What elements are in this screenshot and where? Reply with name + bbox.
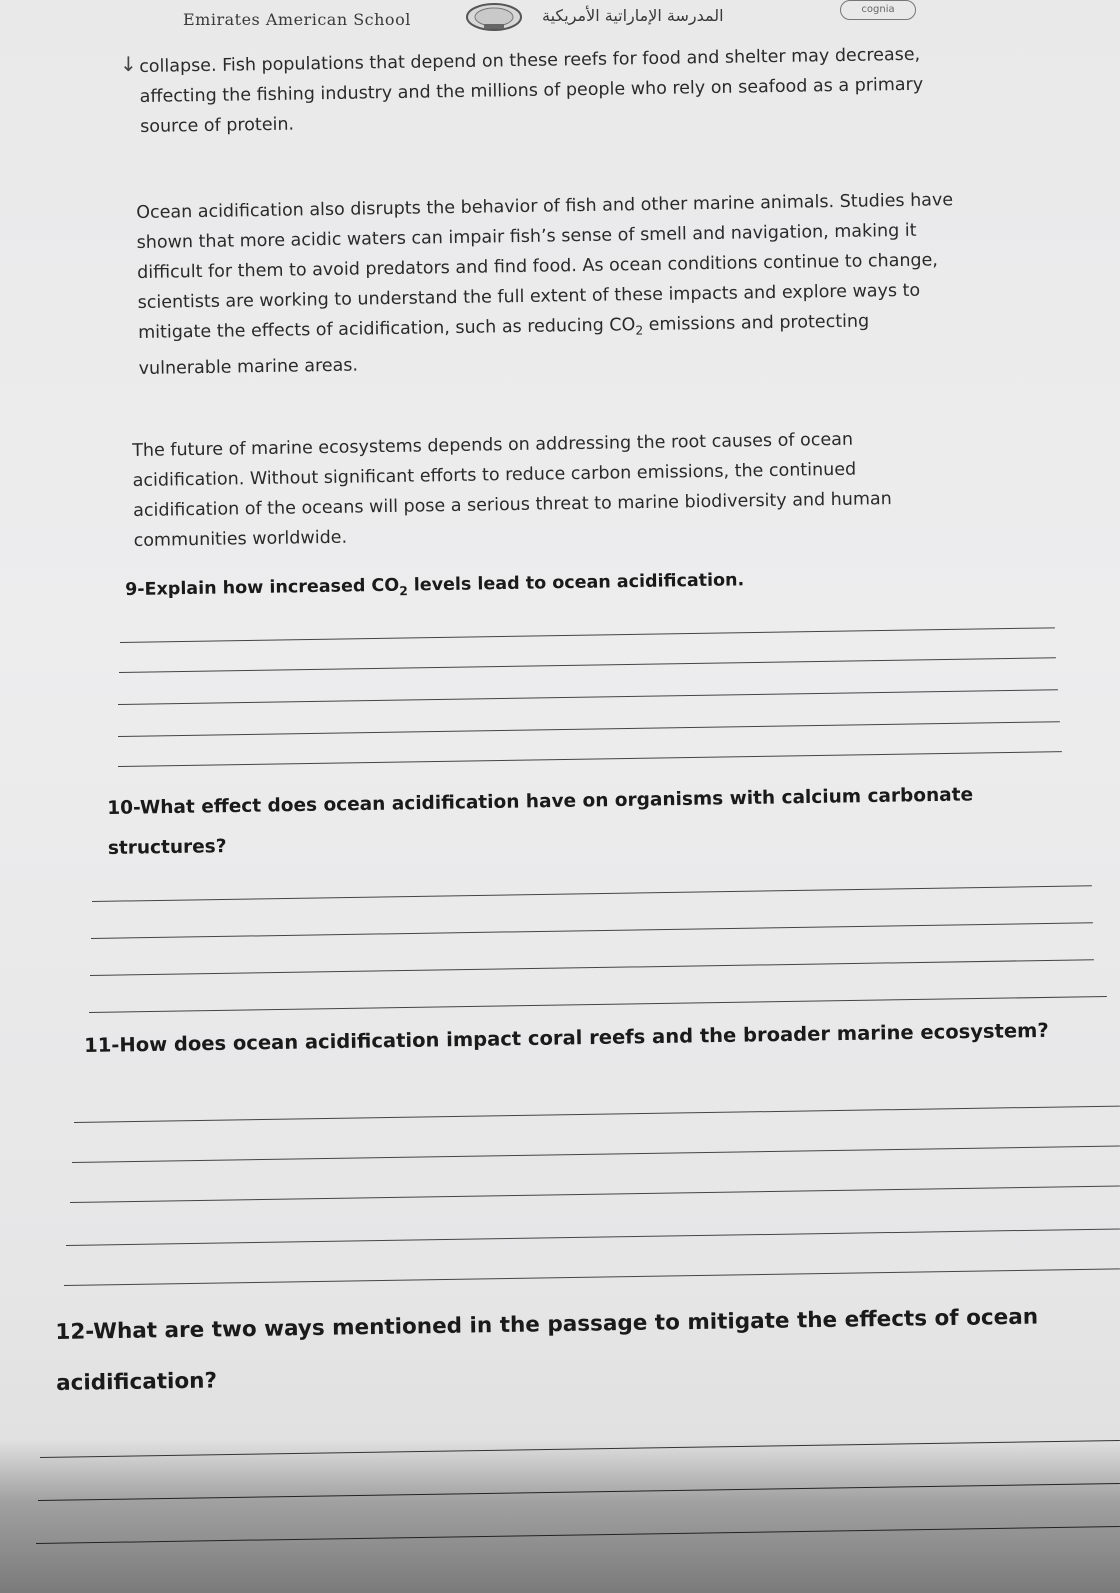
pen-mark: ↓ [120, 52, 137, 76]
passage-line-co2: mitigate the effects of acidification, such as reducing $CO_2$ emissions and protecting [137, 311, 870, 343]
school-name-arabic: المدرسة الإماراتية الأمريكية [542, 6, 724, 25]
photo-shadow [0, 1440, 1120, 1593]
passage-paragraph-2 [136, 185, 956, 383]
answer-line-q11-2[interactable] [72, 1146, 1120, 1163]
answer-line-q9-1[interactable] [120, 627, 1055, 643]
question-11: 11-How does ocean acidification impact coral reefs and the broader marine ecosystem? [84, 1018, 1049, 1057]
answer-line-q10-1[interactable] [92, 885, 1092, 902]
passage-paragraph-1 [139, 40, 924, 142]
question-9: 9-Explain how increased $CO_2$ levels lead to ocean acidification. [125, 570, 745, 600]
passage-line: Ocean acidification also disrupts the behavior of fish and other marine animals. Studies have [136, 190, 954, 223]
accreditation-badge: cognia [840, 0, 916, 20]
answer-line-q9-5[interactable] [118, 751, 1062, 767]
answer-line-q9-4[interactable] [118, 721, 1060, 737]
passage-line: source of protein. [140, 114, 295, 137]
answer-line-q9-3[interactable] [118, 689, 1058, 705]
answer-line-q11-1[interactable] [74, 1106, 1120, 1123]
answer-line-q11-3[interactable] [70, 1186, 1120, 1203]
passage-line: difficult for them to avoid predators and find food. As ocean conditions continue to change, [137, 250, 939, 283]
page-header [0, 0, 1120, 40]
answer-line-q9-2[interactable] [119, 657, 1056, 673]
passage-line: vulnerable marine areas. [138, 355, 359, 379]
passage-line: acidification. Without significant efforts to reduce carbon emissions, the continued [132, 459, 857, 491]
answer-line-q10-4[interactable] [89, 996, 1107, 1013]
passage-line: acidification of the oceans will pose a serious threat to marine biodiversity and human [133, 489, 892, 521]
passage-line: collapse. Fish populations that depend on these reefs for food and shelter may decrease, [139, 44, 921, 77]
answer-line-q11-5[interactable] [64, 1268, 1120, 1286]
passage-line: affecting the fishing industry and the millions of people who rely on seafood as a primary [139, 74, 924, 107]
answer-line-q10-2[interactable] [91, 922, 1093, 939]
school-name: Emirates American School [183, 10, 411, 29]
passage-line: communities worldwide. [133, 527, 348, 551]
answer-line-q11-4[interactable] [66, 1228, 1120, 1246]
passage-line: scientists are working to understand the full extent of these impacts and explore ways to [137, 280, 921, 313]
school-seal-logo [464, 2, 524, 32]
answer-line-q10-3[interactable] [90, 959, 1094, 976]
passage-line: The future of marine ecosystems depends on addressing the root causes of ocean [132, 429, 854, 461]
passage-line: shown that more acidic waters can impair fish’s sense of smell and navigation, making it [136, 220, 917, 253]
question-10: 10-What effect does ocean acidification have on organisms with calcium carbonate structures? [107, 784, 974, 859]
passage-paragraph-3 [132, 424, 892, 556]
question-12: 12-What are two ways mentioned in the passage to mitigate the effects of ocean acidification? [55, 1304, 1039, 1396]
